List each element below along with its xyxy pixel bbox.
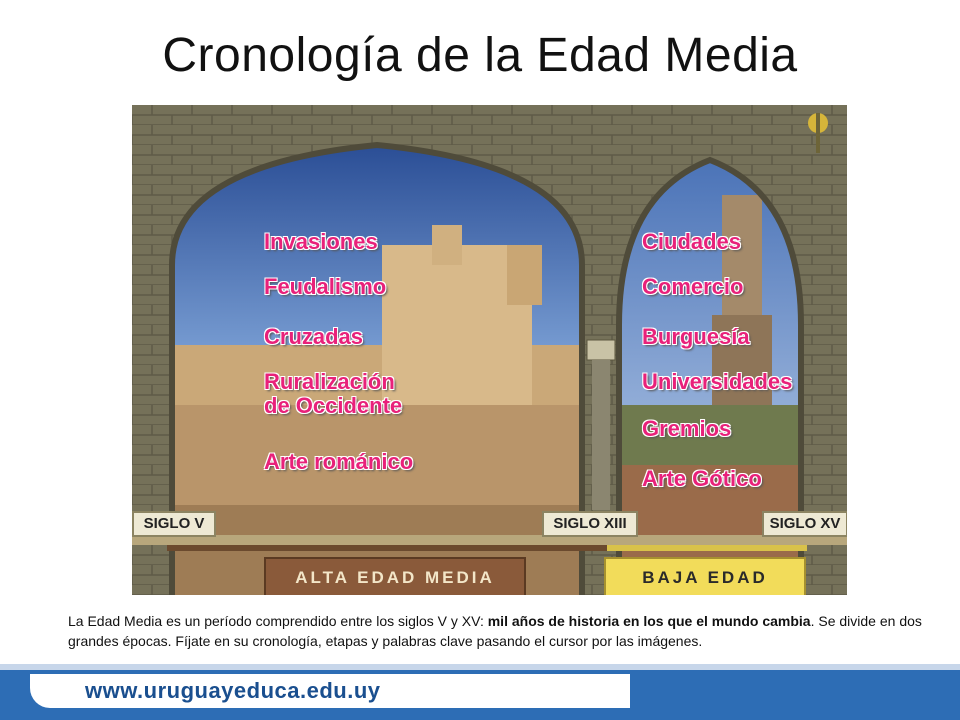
footer-url[interactable]: www.uruguayeduca.edu.uy <box>85 678 381 703</box>
keyword-arte-romanico[interactable]: Arte románico <box>264 449 414 474</box>
stone-arch-illustration <box>132 105 847 595</box>
keyword-gremios[interactable]: Gremios <box>642 416 732 441</box>
keyword-comercio[interactable]: Comercio <box>642 274 744 299</box>
description-bold: mil años de historia en los que el mundo cambia <box>487 613 811 629</box>
keyword-feudalismo[interactable]: Feudalismo <box>264 274 387 299</box>
description-part1: La Edad Media es un período comprendido entre los siglos V y XV: <box>68 613 488 629</box>
keyword-invasiones[interactable]: Invasiones <box>264 229 378 254</box>
keyword-ruralizacion[interactable]: Ruralización de Occidente <box>264 369 403 418</box>
keyword-burguesia[interactable]: Burguesía <box>642 324 750 349</box>
footer-bar <box>0 664 960 720</box>
siglo-xiii-label: SIGLO XIII <box>542 511 638 537</box>
keyword-universidades[interactable]: Universidades <box>642 369 793 394</box>
keyword-arte-gotico[interactable]: Arte Gótico <box>642 466 762 491</box>
siglo-xv-label: SIGLO XV <box>762 511 847 537</box>
siglo-v-label: SIGLO V <box>132 511 216 537</box>
baja-edad-media-banner[interactable]: BAJA EDAD <box>604 557 806 595</box>
slide-title: Cronología de la Edad Media <box>162 29 798 82</box>
timeline-illustration[interactable] <box>132 105 847 595</box>
description-part2: . Se divide en dos grandes épocas. Fíjate en su cronología, etapas y palabras clave pasando el cursor por las imágenes. <box>68 613 922 649</box>
alta-edad-media-banner[interactable]: ALTA EDAD MEDIA <box>264 557 526 595</box>
keyword-cruzadas[interactable]: Cruzadas <box>264 324 364 349</box>
description-text <box>68 611 928 651</box>
footer-stripe <box>0 664 960 670</box>
keyword-ciudades[interactable]: Ciudades <box>642 229 742 254</box>
